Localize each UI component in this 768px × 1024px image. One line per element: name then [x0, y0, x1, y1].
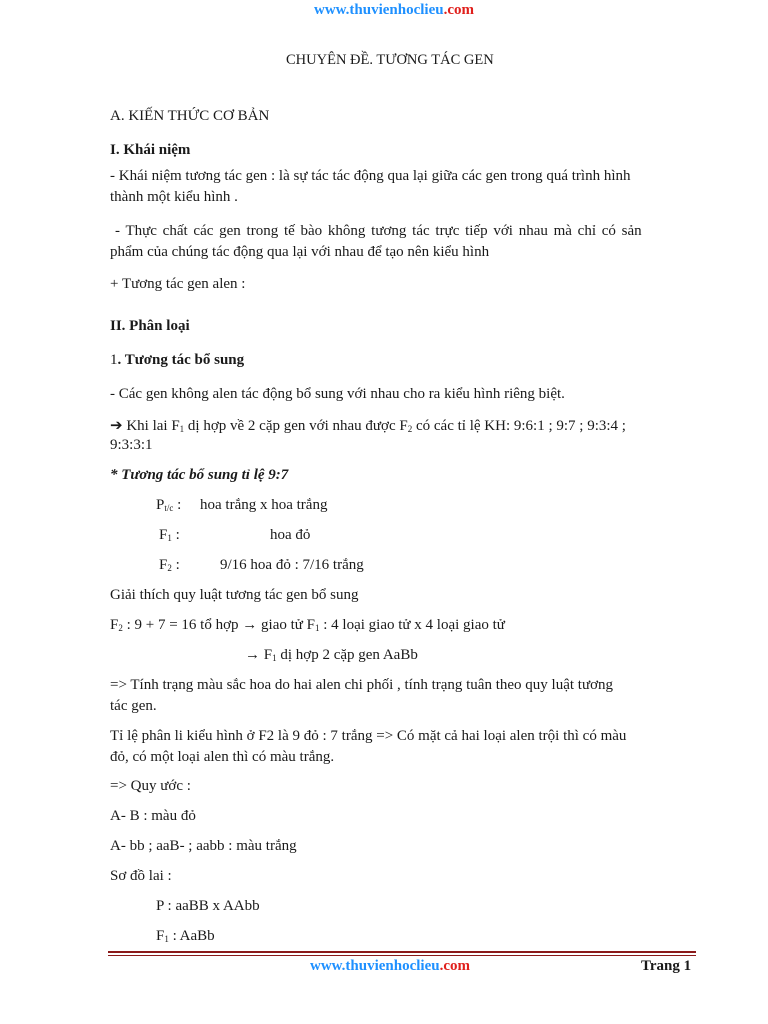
f1-heterozygous-line: → $F_1$ dị hợp 2 cặp gen AaBb	[245, 647, 418, 663]
cross-f2-value: 9/16 hoa đỏ : 7/16 trắng	[220, 557, 364, 573]
footer-site-tld: .com	[439, 958, 471, 974]
section-2-heading: II. Phân loại	[110, 318, 190, 334]
subsection-1-title: . Tương tác bổ sung	[117, 352, 245, 368]
f2-combination-line: $F_2$ : 9 + 7 = 16 tổ hợp → giao tử $F_1$ : 4 loại giao tử x 4 loại giao tử	[110, 617, 505, 633]
paragraph-5-line-1: ➔ Khi lai $F_1$ dị hợp về 2 cặp gen với nhau được $F_2$ có các tỉ lệ KH: 9:6:1 ; 9:7 ; 9:3:4 ;	[110, 418, 626, 434]
cross-p-value: hoa trắng x hoa trắng	[200, 497, 328, 513]
cross-f1-label: $F_1$ :	[159, 527, 180, 543]
scheme-f1-line: $F_1$ : AaBb	[156, 928, 215, 944]
subsection-1-number: 1	[110, 352, 118, 368]
paragraph-7-line-2: đỏ, có một loại alen thì có màu trắng.	[110, 749, 335, 765]
right-arrow-icon: ➔	[110, 418, 123, 434]
section-1-heading: I. Khái niệm	[110, 142, 191, 158]
paragraph-1-line-1: - Khái niệm tương tác gen : là sự tác tác động qua lại giữa các gen trong quá trình hình	[110, 168, 631, 184]
scheme-heading: Sơ đồ lai :	[110, 868, 172, 884]
page-number: Trang 1	[641, 958, 692, 974]
footer-site-name: www.thuvienhoclieu	[310, 958, 440, 974]
cross-f1-value: hoa đỏ	[270, 527, 311, 543]
paragraph-7-line-1: Tỉ lệ phân li kiểu hình ở F2 là 9 đỏ : 7 trắng => Có mặt cả hai loại alen trội thì có màu	[110, 728, 627, 744]
convention-red: A- B : màu đỏ	[110, 808, 196, 824]
explanation-heading: Giải thích quy luật tương tác gen bổ sung	[110, 587, 359, 603]
convention-heading: => Quy ước :	[110, 778, 191, 794]
paragraph-5-line-2: 9:3:3:1	[110, 437, 153, 453]
section-a-heading: A. KIẾN THỨC CƠ BẢN	[110, 108, 270, 124]
footer-site-link[interactable]	[310, 958, 470, 975]
header-site-link[interactable]	[314, 2, 474, 19]
footer-rule-thin	[108, 955, 696, 956]
scheme-p-line: P : aaBB x AAbb	[156, 898, 260, 914]
cross-p-label: $P_{t/c}$ :	[156, 497, 182, 513]
convention-white: A- bb ; aaB- ; aabb : màu trắng	[110, 838, 297, 854]
paragraph-6-line-2: tác gen.	[110, 698, 157, 714]
subsection-1-heading	[110, 352, 244, 369]
paragraph-4: - Các gen không alen tác động bổ sung với nhau cho ra kiểu hình riêng biệt.	[110, 386, 565, 402]
paragraph-6-line-1: => Tính trạng màu sắc hoa do hai alen chi phối , tính trạng tuân theo quy luật tương	[110, 677, 614, 693]
paragraph-2-line-2: phẩm của chúng tác động qua lại với nhau để tạo nên kiểu hình	[110, 244, 490, 260]
footer-rule	[108, 951, 696, 953]
paragraph-1-line-2: thành một kiểu hình .	[110, 189, 238, 205]
document-title: CHUYÊN ĐỀ. TƯƠNG TÁC GEN	[286, 52, 494, 68]
heading-9-7: * Tương tác bổ sung tỉ lệ 9:7	[110, 467, 289, 483]
paragraph-3: + Tương tác gen alen :	[110, 276, 246, 292]
paragraph-2-line-1: - Thực chất các gen trong tế bào không tương tác trực tiếp với nhau mà chỉ có sản	[115, 223, 642, 239]
header-site-name: www.thuvienhoclieu	[314, 2, 444, 18]
header-site-tld: .com	[443, 2, 475, 18]
cross-f2-label: $F_2$ :	[159, 557, 180, 573]
